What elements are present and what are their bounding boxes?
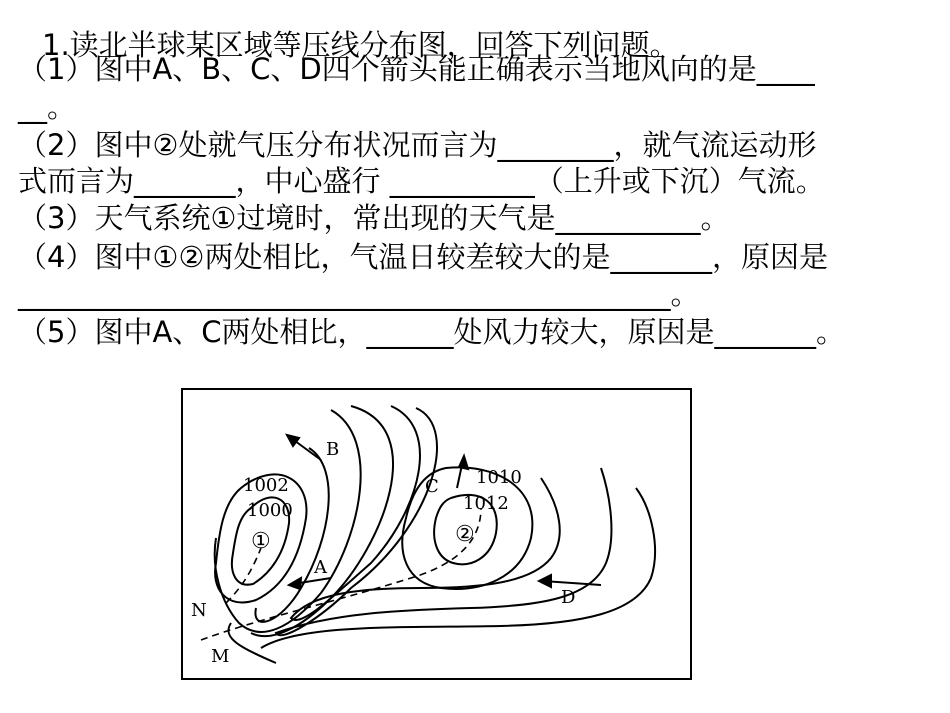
label-1012: 1012: [463, 493, 509, 514]
isobar-map: [181, 388, 692, 680]
label-1002: 1002: [243, 475, 289, 496]
label-A: A: [314, 557, 327, 578]
question-part-4: （4）图中①②两处相比，气温日较差较大的是_______，原因是: [18, 240, 828, 274]
question-part-2: （2）图中②处就气压分布状况而言为________，就气流运动形: [18, 128, 817, 162]
label-B: B: [326, 439, 340, 460]
label-C: C: [425, 476, 439, 497]
question-part-1: （1）图中A、B、C、D四个箭头能正确表示当地风向的是____: [18, 52, 815, 86]
question-part-1-continued: __。: [18, 90, 77, 124]
question-part-3: （3）天气系统①过境时，常出现的天气是__________。: [18, 201, 730, 235]
label-1010: 1010: [476, 467, 522, 488]
label-N: N: [191, 600, 207, 621]
center-2: ②: [455, 522, 475, 547]
label-D: D: [561, 587, 576, 608]
label-1000: 1000: [247, 500, 293, 521]
question-part-5: （5）图中A、C两处相比，______处风力较大，原因是_______。: [18, 315, 846, 349]
question-part-2-continued: 式而言为_______，中心盛行 __________（上升或下沉）气流。: [18, 164, 825, 198]
label-M: M: [211, 646, 230, 667]
question-part-4-continued: _____________________________________________。: [18, 277, 700, 311]
center-1: ①: [251, 529, 271, 554]
question-title: 1.读北半球某区域等压线分布图，回答下列问题。: [42, 28, 679, 62]
isobar-diagram: [181, 388, 692, 680]
